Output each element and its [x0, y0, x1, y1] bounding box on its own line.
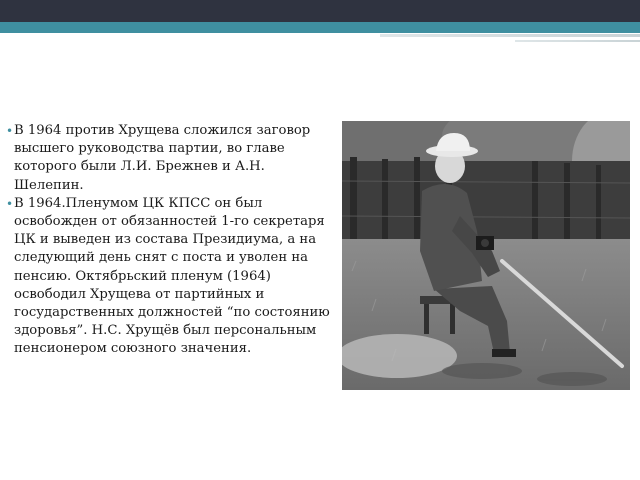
bullet-item — [6, 195, 336, 359]
slide-accent-stripe — [0, 22, 640, 33]
bullet-item — [6, 122, 336, 195]
bullet-list — [6, 122, 336, 359]
bullet-dot-icon: • — [6, 124, 14, 138]
bullet-text: В 1964 против Хрущева сложился заговор высшего руководства партии, во главе которого были Л.И. Брежнев и А.Н. Шелепин. — [14, 123, 311, 193]
slide-header-bar — [0, 0, 640, 22]
decorative-line — [515, 40, 640, 42]
bullet-dot-icon: • — [6, 196, 14, 211]
bullet-text: В 1964.Пленумом ЦК КПСС он был освобожден от обязанностей 1-го секретаря ЦК и выведен из состава Президиума, а на следующий день снят с поста и уволен на пенсию. Октябрьский пленум (1964) освободил Хрущева от партийных и государственных должностей “по состоянию здоровья”. Н.С. Хрущёв был персональным пенсионером союзного значения. — [14, 195, 330, 357]
decorative-line — [380, 34, 640, 37]
photo-khrushchev-seated-outdoors — [342, 121, 630, 390]
